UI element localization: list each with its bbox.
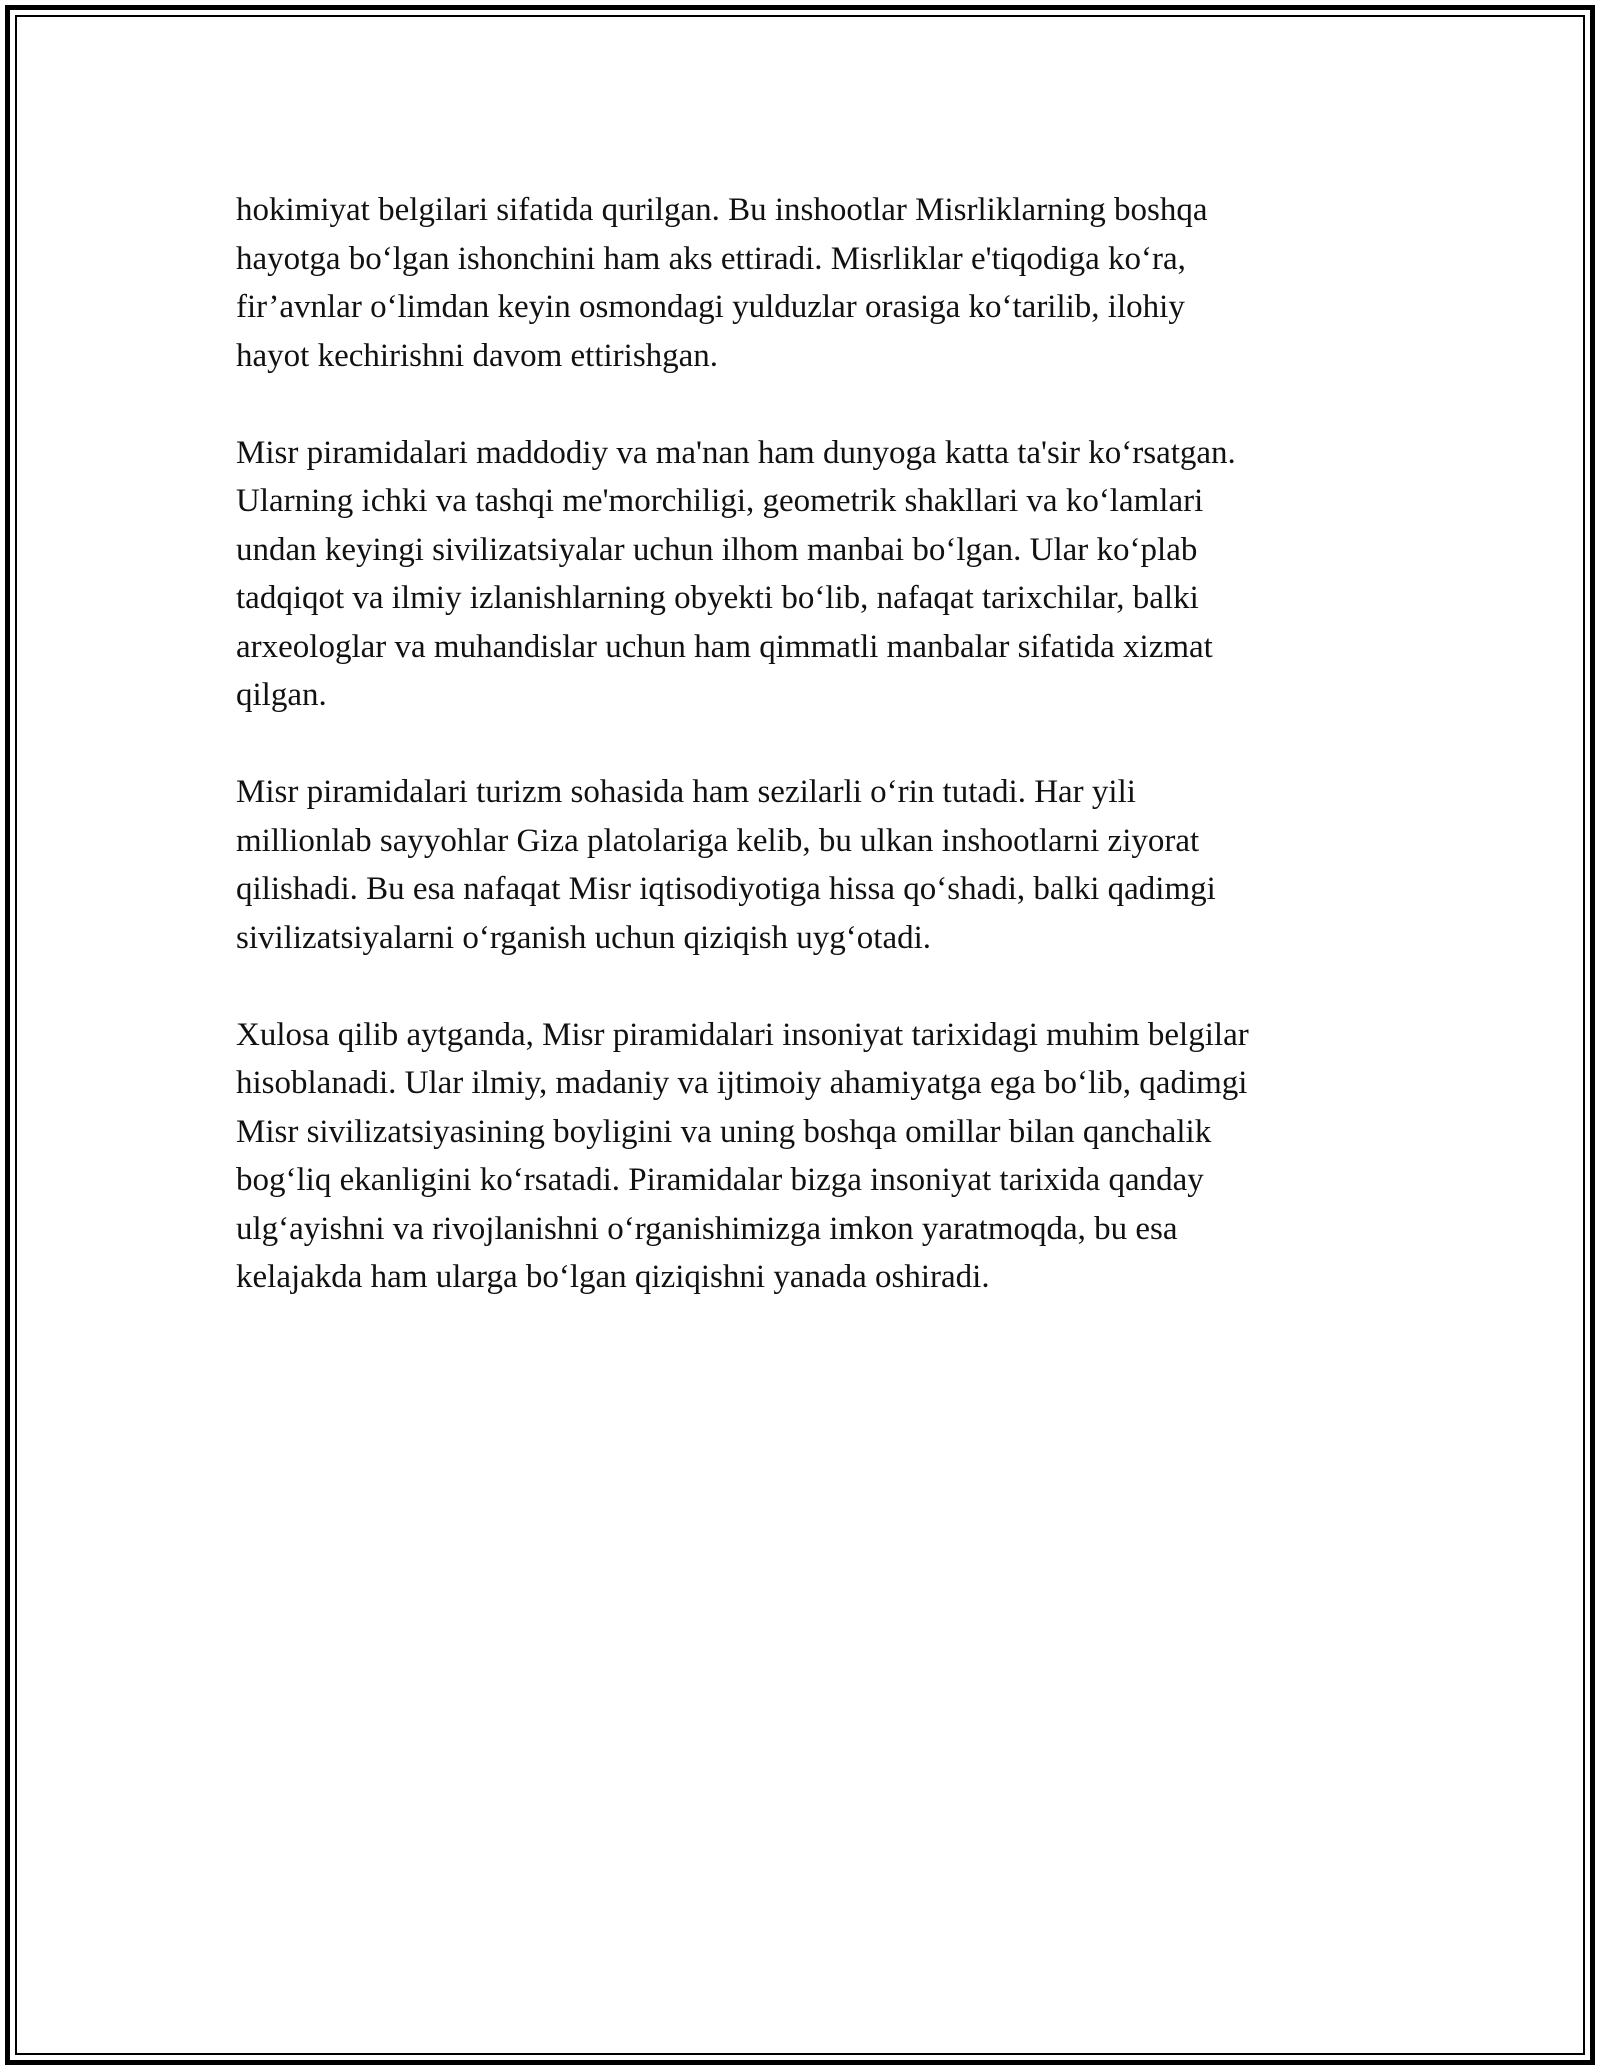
text-line: Misr sivilizatsiyasining boyligini va uning boshqa omillar bilan qanchalik (236, 1113, 1212, 1150)
text-line: Xulosa qilib aytganda, Misr piramidalari insoniyat tarixidagi muhim belgilar (236, 1016, 1249, 1053)
text-line: qilgan. (236, 677, 327, 713)
text-line: kelajakda ham ularga bo‘lgan qiziqishni yanada oshiradi. (236, 1259, 990, 1295)
text-line: hokimiyat belgilari sifatida qurilgan. Bu inshootlar Misrliklarning boshqa (236, 192, 1208, 228)
text-line: ulg‘ayishni va rivojlanishni o‘rganishimizga imkon yaratmoqda, bu esa (236, 1210, 1178, 1247)
text-line: bog‘liq ekanligini ko‘rsatadi. Piramidalar bizga insoniyat tarixida qanday (236, 1162, 1204, 1198)
paragraph-4 (236, 1011, 1386, 1302)
paragraph-3 (236, 768, 1386, 962)
text-line: hisoblanadi. Ular ilmiy, madaniy va ijtimoiy ahamiyatga ega bo‘lib, qadimgi (236, 1065, 1248, 1101)
document-body (236, 186, 1386, 1350)
text-line: qilishadi. Bu esa nafaqat Misr iqtisodiyotiga hissa qo‘shadi, balki qadimgi (236, 871, 1216, 907)
text-line: tadqiqot va ilmiy izlanishlarning obyekti bo‘lib, nafaqat tarixchilar, balki (236, 580, 1199, 616)
text-line: hayotga bo‘lgan ishonchini ham aks ettiradi. Misrliklar e'tiqodiga ko‘ra, (236, 240, 1186, 277)
text-line: Misr piramidalari turizm sohasida ham sezilarli o‘rin tutadi. Har yili (236, 774, 1136, 810)
text-line: millionlab sayyohlar Giza platolariga kelib, bu ulkan inshootlarni ziyorat (236, 822, 1200, 859)
text-line: sivilizatsiyalarni o‘rganish uchun qiziqish uyg‘otadi. (236, 919, 932, 956)
paragraph-1 (236, 186, 1386, 380)
text-line: arxeologlar va muhandislar uchun ham qimmatli manbalar sifatida xizmat (236, 628, 1213, 665)
paragraph-2 (236, 429, 1386, 720)
text-line: undan keyingi sivilizatsiyalar uchun ilhom manbai bo‘lgan. Ular ko‘plab (236, 531, 1198, 568)
text-line: hayot kechirishni davom ettirishgan. (236, 337, 719, 374)
text-line: Misr piramidalari maddodiy va ma'nan ham dunyoga katta ta'sir ko‘rsatgan. (236, 434, 1236, 471)
text-line: fir’avnlar o‘limdan keyin osmondagi yulduzlar orasiga ko‘tarilib, ilohiy (236, 289, 1185, 325)
text-line: Ularning ichki va tashqi me'morchiligi, geometrik shakllari va ko‘lamlari (236, 483, 1204, 519)
